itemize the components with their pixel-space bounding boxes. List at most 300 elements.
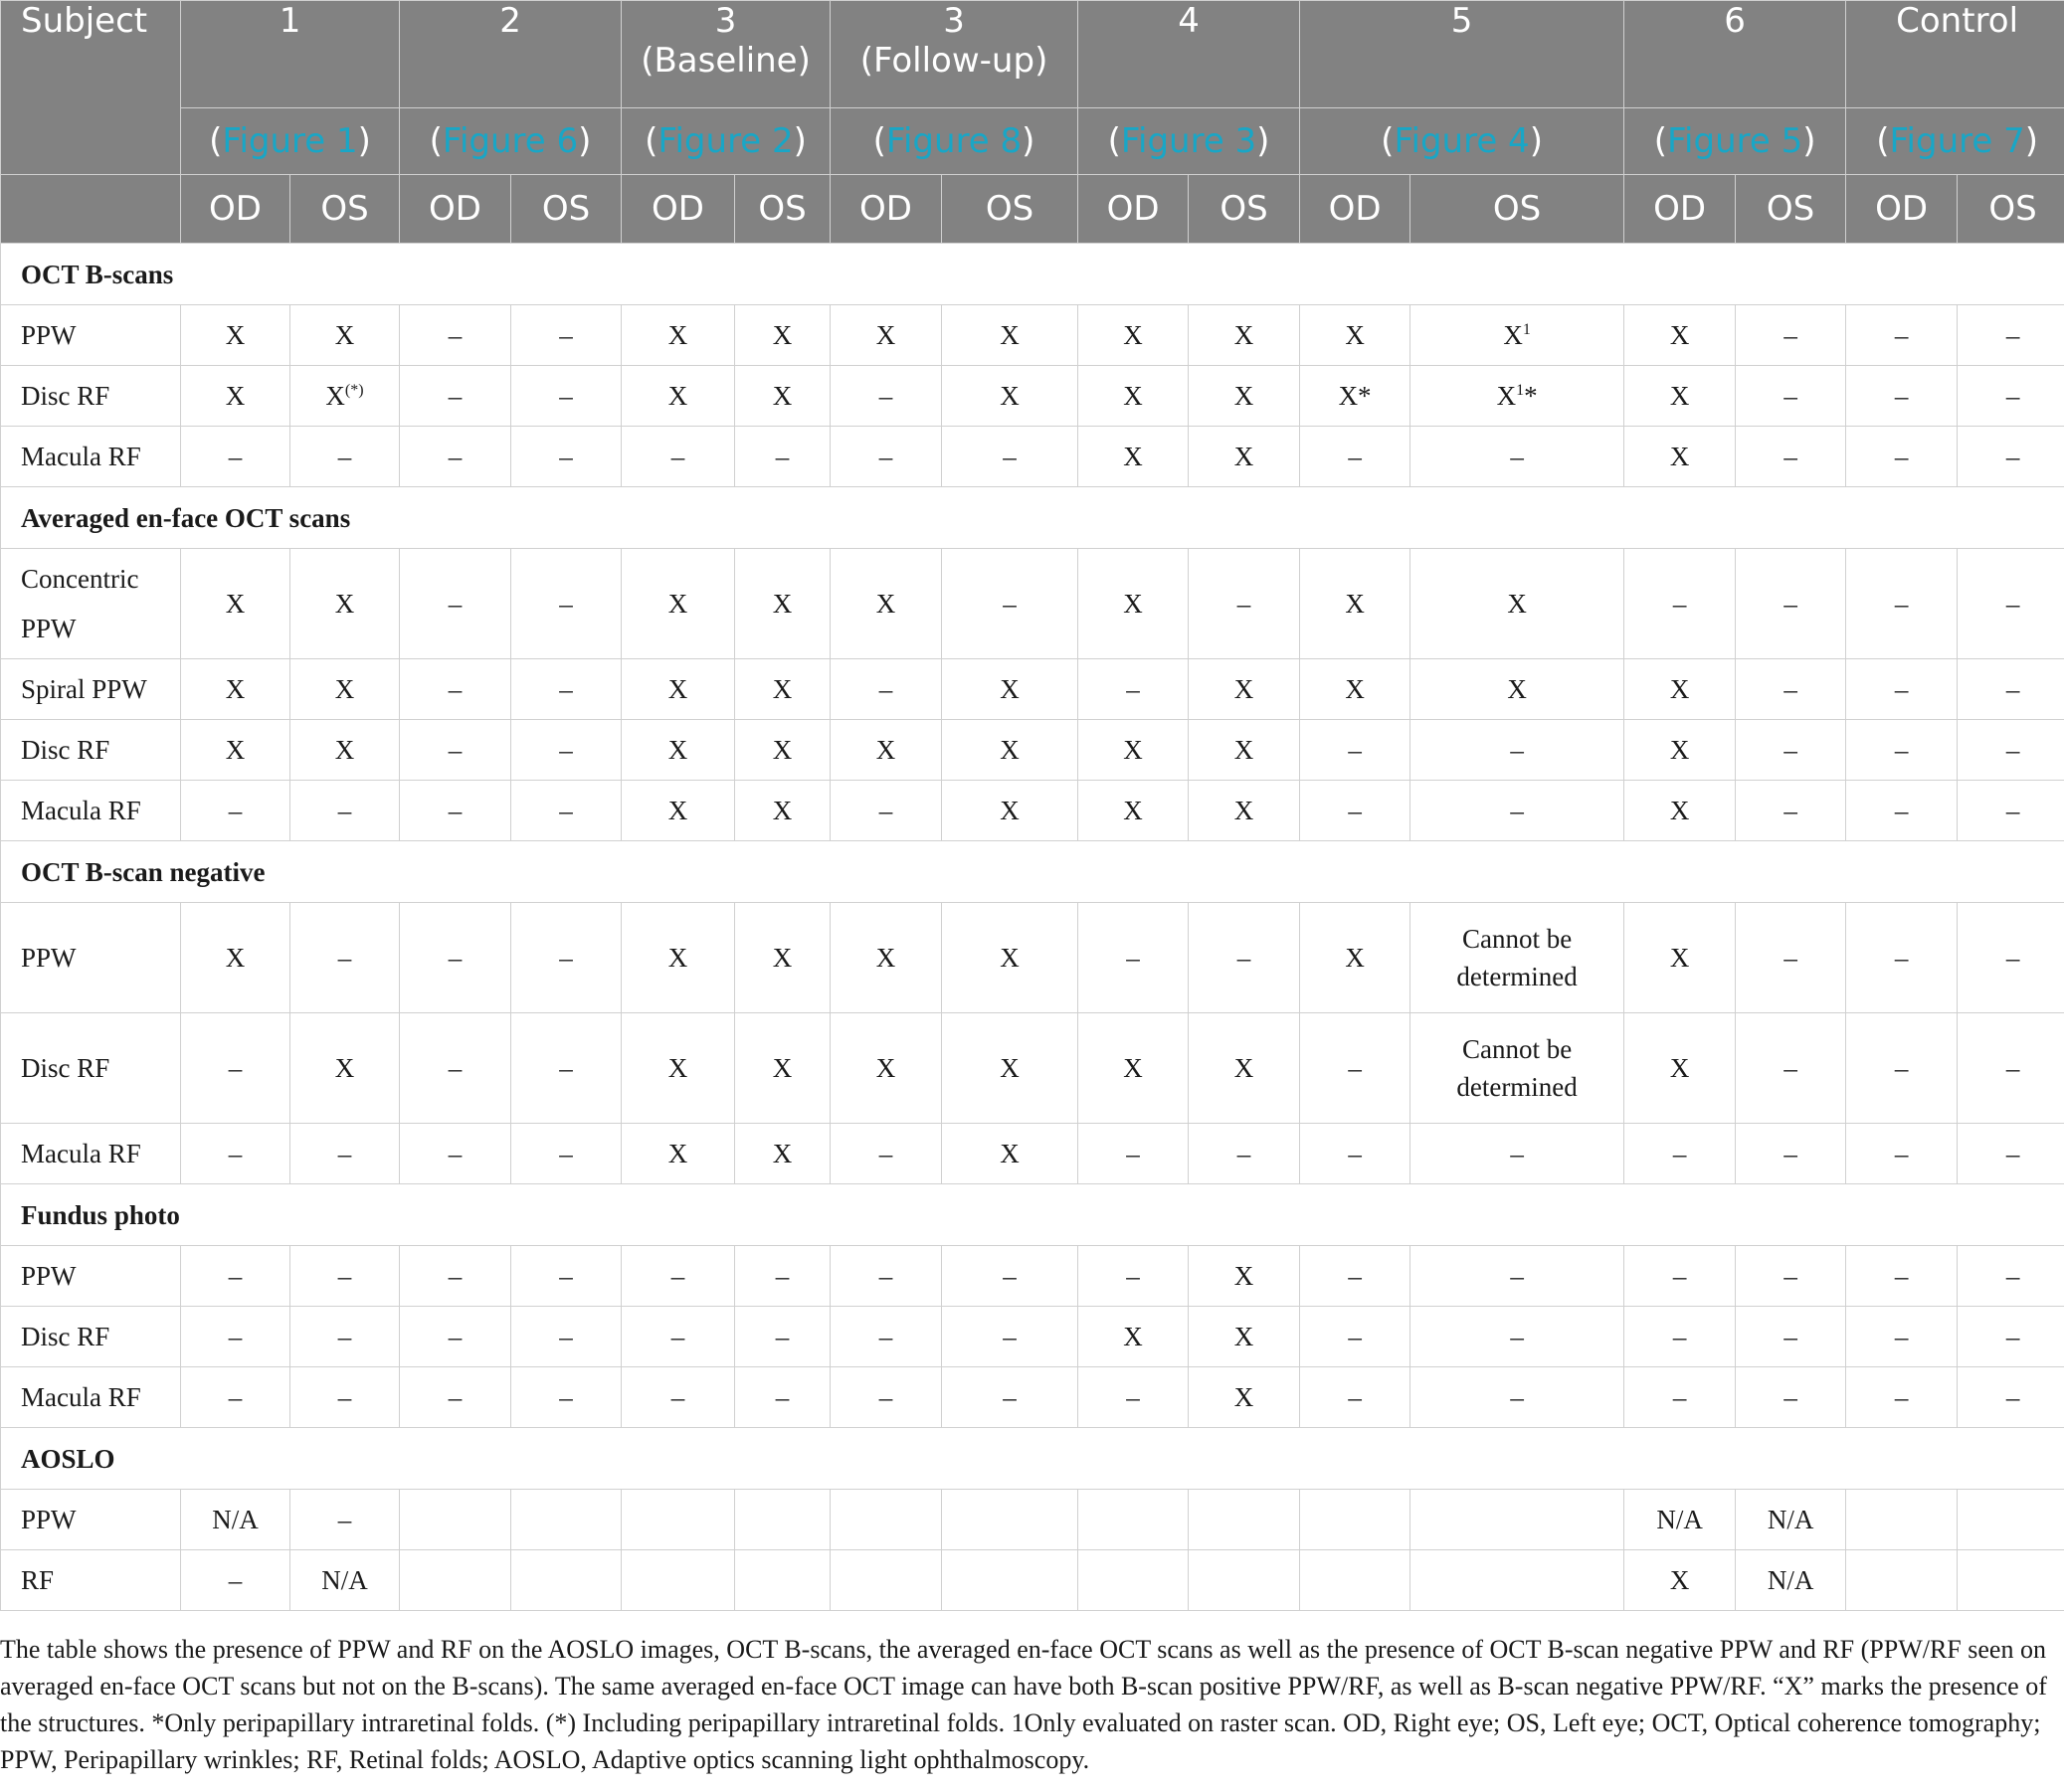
table-cell: – bbox=[1736, 720, 1846, 781]
table-cell: – bbox=[1736, 427, 1846, 487]
section-row bbox=[1, 244, 2064, 305]
table-cell: – bbox=[1846, 1367, 1958, 1428]
table-footnote: The table shows the presence of PPW and RF on the AOSLO images, OCT B-scans, the averaged en-face OCT scans as well as the presence of OCT B-scan negative PPW and RF (PPW/RF seen on averaged en-face OCT scans but not on the B-scans). The same averaged en-face OCT image can have both B-scan positive PPW/RF, as well as B-scan negative PPW/RF. “X” marks the presence of the structures. *Only peripapillary intraretinal folds. (*) Including peripapillary intraretinal folds. 1Only evaluated on raster scan. OD, Right eye; OS, Left eye; OCT, Optical coherence tomography; PPW, Peripapillary wrinkles; RF, Retinal folds; AOSLO, Adaptive optics scanning light ophthalmoscopy. bbox=[0, 1635, 2047, 1774]
table-cell: – bbox=[1736, 549, 1846, 659]
table-cell: – bbox=[290, 1367, 400, 1428]
table-cell: $X^1$ bbox=[1410, 305, 1624, 366]
eye-header-od: OD bbox=[1624, 175, 1736, 244]
table-cell: – bbox=[942, 549, 1078, 659]
subject-group-header bbox=[831, 1, 1078, 108]
table-cell bbox=[831, 1550, 942, 1611]
table-cell: X bbox=[942, 720, 1078, 781]
table-cell: – bbox=[400, 1367, 511, 1428]
table-cell: X bbox=[942, 659, 1078, 720]
paren-close: ) bbox=[1022, 121, 1035, 161]
paren-open: ( bbox=[429, 121, 443, 161]
subject-visit: (Baseline) bbox=[641, 41, 811, 81]
table-cell: X bbox=[622, 903, 735, 1013]
table-row bbox=[1, 1307, 2064, 1367]
table-row bbox=[1, 1550, 2064, 1611]
table-cell: – bbox=[1846, 903, 1958, 1013]
table-cell: – bbox=[1300, 1246, 1410, 1307]
table-cell: – bbox=[1846, 781, 1958, 841]
table-cell: – bbox=[1300, 1013, 1410, 1124]
table-cell: – bbox=[511, 659, 622, 720]
table-cell: X bbox=[1624, 427, 1736, 487]
table-cell: – bbox=[1078, 1124, 1189, 1184]
table-cell: – bbox=[400, 1013, 511, 1124]
table-cell: X bbox=[1624, 781, 1736, 841]
table-cell: – bbox=[1846, 720, 1958, 781]
figure-reference bbox=[831, 108, 1078, 175]
eye-header-od: OD bbox=[400, 175, 511, 244]
eye-header-os: OS bbox=[511, 175, 622, 244]
row-label: PPW bbox=[1, 305, 181, 366]
table-cell: – bbox=[1846, 549, 1958, 659]
table-cell: – bbox=[1736, 305, 1846, 366]
table-cell bbox=[831, 1490, 942, 1550]
table-cell: X bbox=[1189, 781, 1300, 841]
subject-group-header bbox=[1078, 1, 1300, 108]
paren-open: ( bbox=[1107, 121, 1121, 161]
table-cell: X bbox=[622, 366, 735, 427]
section-row bbox=[1, 1428, 2064, 1490]
table-cell: X bbox=[181, 366, 290, 427]
table-cell: X bbox=[1300, 305, 1410, 366]
table-cell: X bbox=[181, 903, 290, 1013]
table-cell: X bbox=[735, 781, 831, 841]
eye-header-od: OD bbox=[1078, 175, 1189, 244]
table-cell: X bbox=[1624, 305, 1736, 366]
table-cell: – bbox=[400, 427, 511, 487]
table-cell: – bbox=[1078, 659, 1189, 720]
table-cell: – bbox=[1958, 781, 2064, 841]
table-cell: – bbox=[511, 305, 622, 366]
table-header bbox=[1, 1, 2064, 244]
table-cell bbox=[511, 1550, 622, 1611]
subject-group-header bbox=[1300, 1, 1624, 108]
subject-number: 3 bbox=[714, 1, 737, 41]
subject-number: Control bbox=[1896, 1, 2019, 41]
section-title: Averaged en-face OCT scans bbox=[1, 487, 2064, 549]
eye-header-od: OD bbox=[1846, 175, 1958, 244]
table-cell: X bbox=[831, 549, 942, 659]
table-cell: – bbox=[831, 1246, 942, 1307]
paren-close: ) bbox=[357, 121, 371, 161]
table-cell: $X^1*$ bbox=[1410, 366, 1624, 427]
table-cell: – bbox=[1078, 903, 1189, 1013]
table-cell: – bbox=[831, 781, 942, 841]
table-cell: – bbox=[1958, 305, 2064, 366]
figure-link[interactable]: Figure 4 bbox=[1394, 121, 1530, 161]
table-cell bbox=[1958, 1550, 2064, 1611]
table-cell: – bbox=[1736, 781, 1846, 841]
table-cell bbox=[1300, 1490, 1410, 1550]
table-row bbox=[1, 427, 2064, 487]
table-row bbox=[1, 781, 2064, 841]
table-cell: – bbox=[181, 781, 290, 841]
table-cell: – bbox=[1410, 1246, 1624, 1307]
table-cell: X bbox=[1189, 659, 1300, 720]
superscript-marker: 1 bbox=[1516, 382, 1525, 399]
table-cell: – bbox=[511, 903, 622, 1013]
section-title: OCT B-scan negative bbox=[1, 841, 2064, 903]
table-cell: – bbox=[831, 366, 942, 427]
table-cell: X bbox=[942, 903, 1078, 1013]
table-cell: X bbox=[735, 1013, 831, 1124]
eye-header-blank bbox=[1, 175, 181, 244]
table-cell: X bbox=[831, 1013, 942, 1124]
table-cell: X bbox=[735, 305, 831, 366]
table-cell: – bbox=[831, 1307, 942, 1367]
figure-link[interactable]: Figure 6 bbox=[442, 121, 579, 161]
table-cell: – bbox=[181, 427, 290, 487]
table-cell: X bbox=[1624, 659, 1736, 720]
table-cell: – bbox=[1300, 781, 1410, 841]
table-cell: X bbox=[181, 659, 290, 720]
table-cell: X bbox=[1078, 305, 1189, 366]
eye-header-os: OS bbox=[290, 175, 400, 244]
eye-header-od: OD bbox=[622, 175, 735, 244]
table-cell: X bbox=[942, 305, 1078, 366]
paren-close: ) bbox=[1256, 121, 1270, 161]
table-cell: X bbox=[942, 1013, 1078, 1124]
figure-link[interactable]: Figure 5 bbox=[1666, 121, 1803, 161]
table-cell: – bbox=[831, 659, 942, 720]
table-cell: – bbox=[1736, 366, 1846, 427]
table-cell: – bbox=[400, 549, 511, 659]
paren-close: ) bbox=[1802, 121, 1816, 161]
table-cell: – bbox=[181, 1124, 290, 1184]
table-cell bbox=[1410, 1550, 1624, 1611]
table-cell: – bbox=[1958, 720, 2064, 781]
table-cell: – bbox=[942, 1367, 1078, 1428]
table-cell: – bbox=[290, 1124, 400, 1184]
row-label: RF bbox=[1, 1550, 181, 1611]
eye-header-os: OS bbox=[1958, 175, 2064, 244]
table-cell: X bbox=[290, 720, 400, 781]
table-cell: – bbox=[942, 1307, 1078, 1367]
table-cell: – bbox=[1846, 1013, 1958, 1124]
table-cell: – bbox=[181, 1367, 290, 1428]
table-cell: X bbox=[1410, 549, 1624, 659]
table-cell: X bbox=[1300, 903, 1410, 1013]
table-cell bbox=[1189, 1550, 1300, 1611]
table-cell: – bbox=[1624, 1307, 1736, 1367]
table-cell: – bbox=[400, 903, 511, 1013]
table-cell: X bbox=[1189, 1246, 1300, 1307]
subject-group-header bbox=[1846, 1, 2064, 108]
table-cell: X bbox=[1189, 720, 1300, 781]
figure-link[interactable]: Figure 7 bbox=[1889, 121, 2025, 161]
table-cell: – bbox=[1846, 659, 1958, 720]
table-cell: – bbox=[1410, 1367, 1624, 1428]
section-row bbox=[1, 1184, 2064, 1246]
table-cell: X bbox=[735, 366, 831, 427]
row-label: PPW bbox=[1, 903, 181, 1013]
table-cell: – bbox=[400, 305, 511, 366]
table-cell: – bbox=[1846, 427, 1958, 487]
table-cell: – bbox=[290, 1490, 400, 1550]
table-cell: X bbox=[735, 659, 831, 720]
table-cell: – bbox=[1410, 1307, 1624, 1367]
table-cell: – bbox=[400, 720, 511, 781]
table-cell: X bbox=[942, 366, 1078, 427]
table-cell: – bbox=[400, 1124, 511, 1184]
table-cell bbox=[622, 1550, 735, 1611]
subject-group-header bbox=[181, 1, 400, 108]
table-cell: – bbox=[735, 427, 831, 487]
subject-number: 5 bbox=[1450, 1, 1473, 41]
table-cell: – bbox=[1300, 720, 1410, 781]
row-label: Macula RF bbox=[1, 781, 181, 841]
paren-close: ) bbox=[578, 121, 592, 161]
table-row bbox=[1, 1490, 2064, 1550]
table-cell: X bbox=[1078, 427, 1189, 487]
paren-open: ( bbox=[209, 121, 223, 161]
table-cell: X bbox=[1078, 366, 1189, 427]
table-row bbox=[1, 366, 2064, 427]
table-cell: X bbox=[622, 1124, 735, 1184]
table-cell: X bbox=[622, 305, 735, 366]
table-body bbox=[1, 244, 2064, 1611]
subject-visit: (Follow-up) bbox=[859, 41, 1048, 81]
table-cell: X bbox=[1300, 659, 1410, 720]
table-cell: – bbox=[1736, 1013, 1846, 1124]
table-cell: – bbox=[1846, 1124, 1958, 1184]
table-cell: X bbox=[1189, 1367, 1300, 1428]
figure-link[interactable]: Figure 1 bbox=[222, 121, 358, 161]
table-cell: X bbox=[290, 1013, 400, 1124]
table-cell: – bbox=[622, 1307, 735, 1367]
row-label: Macula RF bbox=[1, 1367, 181, 1428]
table-row bbox=[1, 1246, 2064, 1307]
superscript-marker: 1 bbox=[1522, 321, 1531, 338]
figure-link[interactable]: Figure 3 bbox=[1120, 121, 1257, 161]
table-cell: – bbox=[290, 1307, 400, 1367]
table-cell: – bbox=[511, 1124, 622, 1184]
table-cell: – bbox=[1410, 427, 1624, 487]
table-cell: – bbox=[1189, 549, 1300, 659]
table-cell: X* bbox=[1300, 366, 1410, 427]
table-cell: Cannot be determined bbox=[1410, 1013, 1624, 1124]
table-cell: Cannot be determined bbox=[1410, 903, 1624, 1013]
table-cell: – bbox=[1410, 1124, 1624, 1184]
section-title: Fundus photo bbox=[1, 1184, 2064, 1246]
eye-header-os: OS bbox=[1189, 175, 1300, 244]
table-cell: X bbox=[290, 549, 400, 659]
table-cell: – bbox=[1300, 427, 1410, 487]
table-cell: – bbox=[942, 1246, 1078, 1307]
table-cell: – bbox=[511, 1307, 622, 1367]
row-label: Macula RF bbox=[1, 1124, 181, 1184]
table-cell: X bbox=[735, 903, 831, 1013]
table-row bbox=[1, 1124, 2064, 1184]
table-cell: – bbox=[511, 549, 622, 659]
superscript-marker: (*) bbox=[344, 382, 364, 399]
table-cell: – bbox=[831, 427, 942, 487]
row-label: PPW bbox=[1, 1246, 181, 1307]
table-cell bbox=[511, 1490, 622, 1550]
table-cell: – bbox=[622, 427, 735, 487]
table-cell: – bbox=[400, 366, 511, 427]
table-cell bbox=[622, 1490, 735, 1550]
row-label: Concentric PPW bbox=[1, 549, 181, 659]
table-cell bbox=[942, 1490, 1078, 1550]
table-cell: X bbox=[1078, 781, 1189, 841]
paren-close: ) bbox=[793, 121, 807, 161]
table-cell: – bbox=[400, 781, 511, 841]
table-cell: – bbox=[1078, 1246, 1189, 1307]
table-cell: – bbox=[1736, 903, 1846, 1013]
table-cell: – bbox=[1624, 1246, 1736, 1307]
table-cell bbox=[1846, 1550, 1958, 1611]
table-cell: – bbox=[1078, 1367, 1189, 1428]
table-cell: X bbox=[181, 305, 290, 366]
table-cell: – bbox=[1958, 1246, 2064, 1307]
table-cell: – bbox=[290, 427, 400, 487]
figure-reference bbox=[400, 108, 622, 175]
table-cell: – bbox=[1189, 903, 1300, 1013]
table-cell bbox=[1958, 1490, 2064, 1550]
table-cell: – bbox=[181, 1246, 290, 1307]
table-cell: – bbox=[290, 1246, 400, 1307]
table-cell: X bbox=[181, 549, 290, 659]
section-title: AOSLO bbox=[1, 1428, 2064, 1490]
table-cell: – bbox=[1736, 1246, 1846, 1307]
table-row bbox=[1, 720, 2064, 781]
table-cell: X bbox=[735, 549, 831, 659]
table-cell: X bbox=[1624, 366, 1736, 427]
eye-header-os: OS bbox=[942, 175, 1078, 244]
table-cell: – bbox=[735, 1246, 831, 1307]
table-cell: – bbox=[1958, 427, 2064, 487]
table-cell: X bbox=[831, 903, 942, 1013]
table-cell bbox=[1078, 1490, 1189, 1550]
table-cell bbox=[1410, 1490, 1624, 1550]
subject-header: Subject bbox=[1, 1, 181, 175]
table-cell bbox=[1300, 1550, 1410, 1611]
table-cell: X bbox=[1189, 305, 1300, 366]
table-cell bbox=[400, 1490, 511, 1550]
table-cell: – bbox=[511, 427, 622, 487]
table-cell: X bbox=[942, 781, 1078, 841]
table-cell: X bbox=[181, 720, 290, 781]
table-cell: – bbox=[511, 1013, 622, 1124]
table-cell: – bbox=[1189, 1124, 1300, 1184]
table-cell: – bbox=[1846, 1307, 1958, 1367]
table-cell bbox=[1846, 1490, 1958, 1550]
table-cell: X bbox=[622, 781, 735, 841]
table-cell: X bbox=[622, 549, 735, 659]
table-cell: – bbox=[1958, 366, 2064, 427]
table-cell: – bbox=[400, 659, 511, 720]
table-cell: – bbox=[942, 427, 1078, 487]
table-cell: – bbox=[511, 1246, 622, 1307]
table-cell: X bbox=[1189, 1013, 1300, 1124]
table-cell bbox=[735, 1490, 831, 1550]
table-cell: – bbox=[1300, 1124, 1410, 1184]
table-cell: – bbox=[831, 1124, 942, 1184]
subject-number: 6 bbox=[1724, 1, 1746, 41]
paren-open: ( bbox=[872, 121, 886, 161]
table-row bbox=[1, 1367, 2064, 1428]
table-cell: X bbox=[622, 1013, 735, 1124]
table-cell: X bbox=[1078, 549, 1189, 659]
table-cell: X bbox=[735, 720, 831, 781]
table-cell bbox=[1189, 1490, 1300, 1550]
eye-header-os: OS bbox=[1736, 175, 1846, 244]
table-cell: – bbox=[1846, 366, 1958, 427]
subject-number: 3 bbox=[943, 1, 965, 41]
figure-reference bbox=[1846, 108, 2064, 175]
table-cell: X bbox=[1189, 427, 1300, 487]
table-cell: – bbox=[1958, 659, 2064, 720]
row-label: Macula RF bbox=[1, 427, 181, 487]
eye-header-od: OD bbox=[831, 175, 942, 244]
table-cell: – bbox=[181, 1550, 290, 1611]
table-row bbox=[1, 549, 2064, 659]
table-cell: – bbox=[511, 1367, 622, 1428]
table-cell: – bbox=[1300, 1367, 1410, 1428]
figure-reference bbox=[181, 108, 400, 175]
subject-group-header bbox=[1624, 1, 1846, 108]
paren-close: ) bbox=[1529, 121, 1543, 161]
table-cell: – bbox=[1736, 1367, 1846, 1428]
table-cell: – bbox=[400, 1307, 511, 1367]
table-cell: X bbox=[1624, 720, 1736, 781]
figure-link[interactable]: Figure 8 bbox=[885, 121, 1023, 161]
table-cell: – bbox=[1736, 1307, 1846, 1367]
figure-reference bbox=[1300, 108, 1624, 175]
table-cell: – bbox=[1410, 781, 1624, 841]
table-cell bbox=[735, 1550, 831, 1611]
table-row bbox=[1, 1013, 2064, 1124]
eye-header-od: OD bbox=[181, 175, 290, 244]
subject-number: 4 bbox=[1178, 1, 1200, 41]
table-cell: – bbox=[1958, 1307, 2064, 1367]
table-cell: – bbox=[735, 1307, 831, 1367]
table-cell: X bbox=[1300, 549, 1410, 659]
table-cell: – bbox=[622, 1246, 735, 1307]
paren-close: ) bbox=[2024, 121, 2038, 161]
table-cell: – bbox=[511, 720, 622, 781]
table-cell: – bbox=[290, 781, 400, 841]
subject-number: 2 bbox=[499, 1, 521, 41]
row-label: Disc RF bbox=[1, 1013, 181, 1124]
table-cell: X bbox=[290, 305, 400, 366]
table-cell: – bbox=[1846, 305, 1958, 366]
figure-link[interactable]: Figure 2 bbox=[657, 121, 794, 161]
figure-reference bbox=[1078, 108, 1300, 175]
table-cell: N/A bbox=[1624, 1490, 1736, 1550]
table-cell: N/A bbox=[1736, 1490, 1846, 1550]
table-cell: X bbox=[735, 1124, 831, 1184]
table-cell: – bbox=[181, 1013, 290, 1124]
table-cell: – bbox=[1624, 1367, 1736, 1428]
eye-header-os: OS bbox=[1410, 175, 1624, 244]
table-cell: X bbox=[622, 659, 735, 720]
row-label: Disc RF bbox=[1, 720, 181, 781]
table-cell: X bbox=[831, 720, 942, 781]
eye-header-od: OD bbox=[1300, 175, 1410, 244]
table-cell: – bbox=[1300, 1307, 1410, 1367]
table-cell: X bbox=[1624, 903, 1736, 1013]
table-cell: – bbox=[831, 1367, 942, 1428]
table-cell: X bbox=[942, 1124, 1078, 1184]
table-row bbox=[1, 659, 2064, 720]
row-label: Disc RF bbox=[1, 1307, 181, 1367]
